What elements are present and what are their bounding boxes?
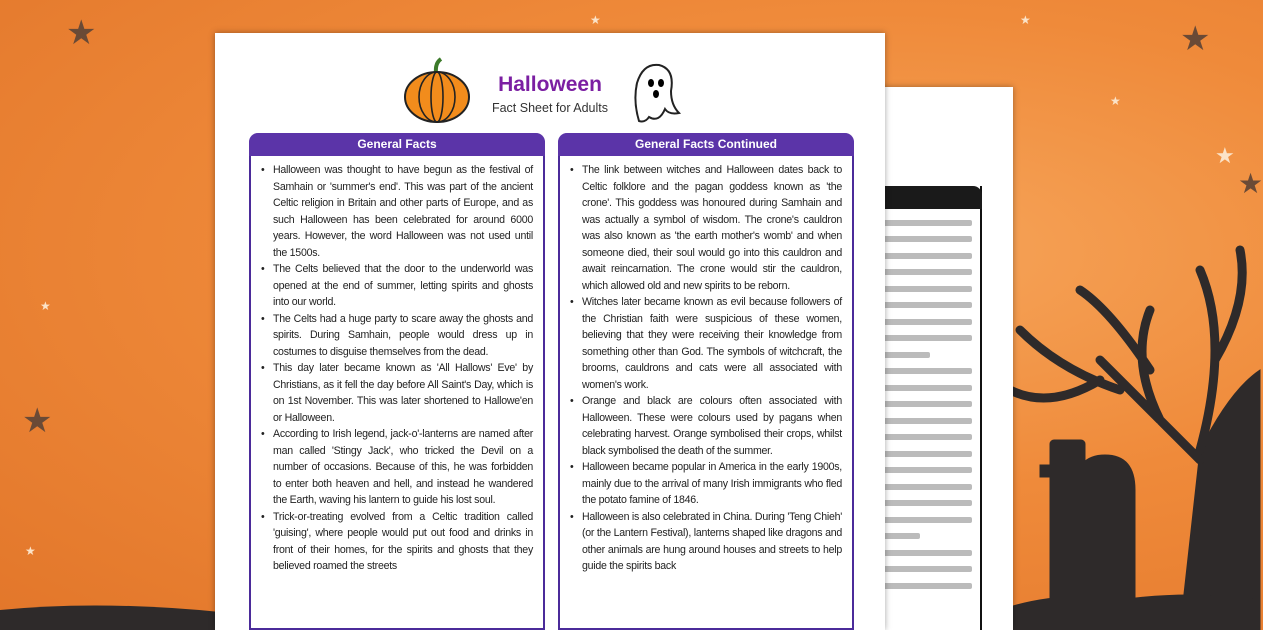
star-icon: ★ xyxy=(590,13,601,27)
fact-item: • Trick-or-treating evolved from a Celtic tradition called 'guising', where people would put out food and drinks in front of their homes, for the spirits and ghosts that they believed roamed the streets xyxy=(273,509,533,575)
fact-item: • This day later became known as 'All Hallows' Eve' by Christians, as it fell the day before All Saint's Day, which is on 1st November. This was later shortened to Hallowe'en or Halloween. xyxy=(273,360,533,426)
fact-item: • Orange and black are colours often associated with Halloween. These were colours used by pagans when celebrating harvest. Orange symbolised their crops, whilst black symbolised the death of the summer. xyxy=(582,393,842,459)
star-icon: ★ xyxy=(22,402,53,440)
page-title: Halloween xyxy=(498,73,602,96)
star-icon: ★ xyxy=(25,544,36,558)
star-icon: ★ xyxy=(66,14,97,52)
star-icon: ★ xyxy=(40,299,51,313)
fact-item: • Halloween became popular in America in the early 1900s, mainly due to the arrival of many Irish immigrants who fled the potato famine of 1846. xyxy=(582,459,842,509)
star-icon: ★ xyxy=(1215,143,1235,168)
star-icon: ★ xyxy=(1180,20,1211,58)
fact-item: • Halloween was thought to have begun as the festival of Samhain or 'summer's end'. This was part of the ancient Celtic religion in Britain and other parts of Europe, and as such Halloween has been celebrated for around 6000 years. However, the word Halloween was not used until the 1500s. xyxy=(273,162,533,261)
star-icon: ★ xyxy=(1110,94,1121,108)
fact-sheet-page xyxy=(215,33,885,630)
ghost-icon xyxy=(625,61,683,125)
fact-item: • Halloween is also celebrated in China. During 'Teng Chieh' (or the Lantern Festival), lanterns shaped like dragons and other animals are hung around houses and streets to help guide the spirits back xyxy=(582,509,842,575)
fact-item: • According to Irish legend, jack-o'-lanterns are named after man called 'Stingy Jack', who tricked the Devil on a number of occasions. Because of this, he was forbidden to enter both heaven and hell, and instead he wandered the Earth, waving his lantern to guide his lost soul. xyxy=(273,426,533,509)
back-panel-heading-bar xyxy=(870,186,982,209)
fact-item: • The Celts had a huge party to scare away the ghosts and spirits. During Samhain, people would dress up in costumes to disguise themselves from the dead. xyxy=(273,311,533,361)
panel-general-facts-continued xyxy=(558,133,854,630)
fact-item: • The Celts believed that the door to the underworld was opened at the end of summer, letting spirits and ghosts into our world. xyxy=(273,261,533,311)
back-page-panel xyxy=(870,186,982,630)
fact-item: • The link between witches and Halloween dates back to Celtic folklore and the pagan goddess known as 'the crone'. This goddess was honoured during Samhain and was actually a symbol of wisdom. The crone's cauldron was also known as 'the earth mother's womb' and when someone died, their soul would go into this cauldron and await reincarnation. The crone would stir the cauldron, which allowed old and new spirits to be reborn. xyxy=(582,162,842,294)
panel-heading: General Facts Continued xyxy=(558,133,854,156)
grass-silhouette xyxy=(0,590,220,630)
panel-general-facts xyxy=(249,133,545,630)
star-icon: ★ xyxy=(1020,13,1031,27)
tree-graveyard-silhouette xyxy=(1000,190,1260,630)
pumpkin-icon xyxy=(403,57,471,125)
page-subtitle: Fact Sheet for Adults xyxy=(491,101,609,115)
star-icon: ★ xyxy=(1238,168,1263,199)
fact-item: • Witches later became known as evil because followers of the Christian faith were suspicious of these women, believing that they were receiving their knowledge from something other than God. The symbols of witchcraft, the brooms, cauldrons and cats were all associated with women's work. xyxy=(582,294,842,393)
panel-heading: General Facts xyxy=(249,133,545,156)
back-page-text-lines xyxy=(870,220,980,589)
